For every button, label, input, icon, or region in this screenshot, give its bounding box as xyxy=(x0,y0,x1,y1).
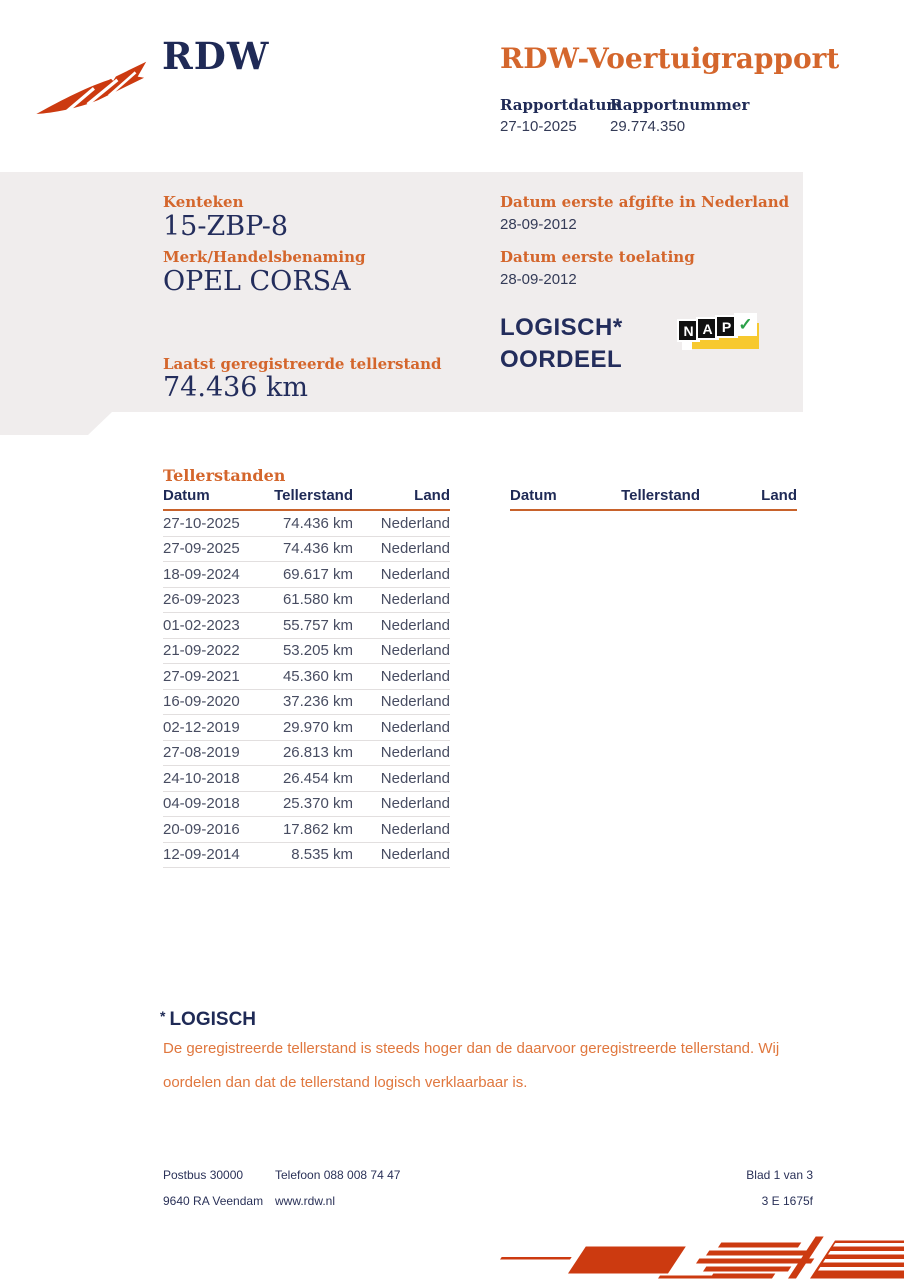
row-mileage: 17.862 km xyxy=(282,820,353,838)
oordeel-text xyxy=(500,312,623,376)
row-date: 20-09-2016 xyxy=(163,820,240,838)
table-row xyxy=(163,843,450,869)
merk-label: Merk/Handelsbenaming xyxy=(163,248,366,266)
footer-page-number: Blad 1 van 3 xyxy=(746,1168,813,1182)
row-date: 04-09-2018 xyxy=(163,795,240,813)
vehicle-summary-panel xyxy=(0,172,803,435)
nap-checkmark-icon: ✓ xyxy=(734,313,757,336)
row-country: Nederland xyxy=(380,616,450,634)
table-row xyxy=(163,817,450,843)
table-row xyxy=(163,511,450,537)
nap-logo xyxy=(677,312,763,354)
row-mileage: 26.813 km xyxy=(282,744,353,762)
row-mileage: 37.236 km xyxy=(282,693,353,711)
row-country: Nederland xyxy=(380,718,450,736)
table-row xyxy=(163,639,450,665)
row-country: Nederland xyxy=(380,820,450,838)
row-mileage: 45.360 km xyxy=(282,667,353,685)
footer-doc-code: 3 E 1675f xyxy=(761,1194,813,1208)
table-header xyxy=(510,487,797,511)
row-mileage: 69.617 km xyxy=(282,565,353,583)
report-number-value: 29.774.350 xyxy=(610,118,686,135)
row-date: 12-09-2014 xyxy=(163,846,240,864)
report-date-value: 27-10-2025 xyxy=(500,118,577,135)
row-date: 02-12-2019 xyxy=(163,718,240,736)
row-date: 27-10-2025 xyxy=(163,514,240,532)
col-tellerstand: Tellerstand xyxy=(274,487,353,504)
col-land: Land xyxy=(761,487,797,504)
table-row xyxy=(163,741,450,767)
oordeel-line1: LOGISCH* xyxy=(500,314,623,341)
row-mileage: 8.535 km xyxy=(291,846,353,864)
footer-city: 9640 RA Veendam xyxy=(163,1194,264,1208)
footer-phone: Telefoon 088 008 74 47 xyxy=(275,1168,401,1182)
table-row xyxy=(163,690,450,716)
afgifte-value: 28-09-2012 xyxy=(500,216,577,233)
row-country: Nederland xyxy=(380,667,450,685)
table-header xyxy=(163,487,450,511)
nap-letter-a: A xyxy=(696,317,719,340)
row-country: Nederland xyxy=(380,846,450,864)
col-datum: Datum xyxy=(163,487,210,504)
row-mileage: 53.205 km xyxy=(282,642,353,660)
table-row xyxy=(163,588,450,614)
col-tellerstand: Tellerstand xyxy=(621,487,700,504)
kenteken-value: 15-ZBP-8 xyxy=(163,211,289,242)
row-country: Nederland xyxy=(380,565,450,583)
footer-website: www.rdw.nl xyxy=(275,1194,336,1208)
row-mileage: 74.436 km xyxy=(282,514,353,532)
row-country: Nederland xyxy=(380,540,450,558)
page-title: RDW-Voertuigrapport xyxy=(500,42,840,75)
kenteken-label: Kenteken xyxy=(163,193,244,211)
row-country: Nederland xyxy=(380,744,450,762)
merk-value: OPEL CORSA xyxy=(163,266,351,297)
tellerstand-value: 74.436 km xyxy=(163,372,309,403)
row-date: 01-02-2023 xyxy=(163,616,240,634)
nap-letter-n: N xyxy=(677,319,700,342)
table-row xyxy=(163,537,450,563)
row-date: 27-09-2021 xyxy=(163,667,240,685)
row-mileage: 61.580 km xyxy=(282,591,353,609)
meter-table-right xyxy=(510,487,797,511)
report-date-label: Rapportdatum xyxy=(500,96,623,114)
rdw-logo-text: RDW xyxy=(162,34,270,78)
row-date: 27-09-2025 xyxy=(163,540,240,558)
footer-contact-block xyxy=(275,1168,400,1220)
row-country: Nederland xyxy=(380,693,450,711)
row-date: 27-08-2019 xyxy=(163,744,240,762)
meter-table-body xyxy=(163,511,450,868)
row-country: Nederland xyxy=(380,514,450,532)
col-datum: Datum xyxy=(510,487,557,504)
table-row xyxy=(163,562,450,588)
table-row xyxy=(163,715,450,741)
table-row xyxy=(163,792,450,818)
row-date: 18-09-2024 xyxy=(163,565,240,583)
verdict-heading xyxy=(160,1008,256,1031)
table-row xyxy=(163,664,450,690)
row-date: 26-09-2023 xyxy=(163,591,240,609)
row-mileage: 55.757 km xyxy=(282,616,353,634)
footer-address-block xyxy=(163,1168,263,1220)
row-country: Nederland xyxy=(380,642,450,660)
row-date: 24-10-2018 xyxy=(163,769,240,787)
row-date: 16-09-2020 xyxy=(163,693,240,711)
row-mileage: 74.436 km xyxy=(282,540,353,558)
section-title-tellerstanden: Tellerstanden xyxy=(163,466,286,485)
toelating-value: 28-09-2012 xyxy=(500,271,577,288)
row-mileage: 25.370 km xyxy=(282,795,353,813)
row-mileage: 26.454 km xyxy=(282,769,353,787)
table-row xyxy=(163,613,450,639)
row-mileage: 29.970 km xyxy=(282,718,353,736)
report-number-label: Rapportnummer xyxy=(610,96,750,114)
tellerstand-label: Laatst geregistreerde tellerstand xyxy=(163,355,442,373)
footer-meta-block xyxy=(693,1168,813,1220)
meter-table-left xyxy=(163,487,450,868)
col-land: Land xyxy=(414,487,450,504)
toelating-label: Datum eerste toelating xyxy=(500,248,695,266)
row-country: Nederland xyxy=(380,795,450,813)
nap-letter-p: P xyxy=(715,315,738,338)
afgifte-label: Datum eerste afgifte in Nederland xyxy=(500,193,790,211)
oordeel-line2: OORDEEL xyxy=(500,346,623,373)
verdict-title-text: LOGISCH xyxy=(169,1009,257,1030)
nap-white-chip xyxy=(682,341,692,350)
row-country: Nederland xyxy=(380,769,450,787)
table-row xyxy=(163,766,450,792)
footer-postbus: Postbus 30000 xyxy=(163,1168,244,1182)
rdw-speed-pattern-icon xyxy=(500,1233,904,1279)
row-date: 21-09-2022 xyxy=(163,642,240,660)
rdw-feather-logo-icon xyxy=(36,50,154,114)
verdict-body-text: De geregistreerde tellerstand is steeds hoger dan de daarvoor geregistreerde tellerstand. Wij oordelen dan dat de tellerstand logisch verklaarbaar is. xyxy=(163,1040,780,1091)
verdict-asterisk: * xyxy=(160,1008,166,1024)
row-country: Nederland xyxy=(380,591,450,609)
